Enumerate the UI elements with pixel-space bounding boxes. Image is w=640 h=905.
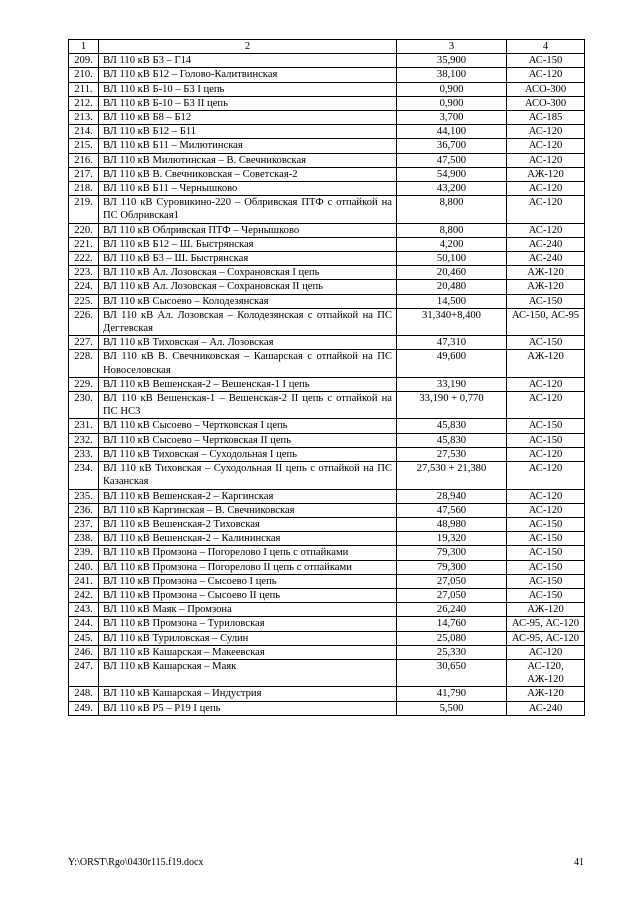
row-number: 224. [69, 280, 99, 294]
line-length: 0,900 [397, 82, 507, 96]
line-length: 28,940 [397, 489, 507, 503]
table-row [69, 447, 585, 461]
table-row [69, 392, 585, 419]
line-name: ВЛ 110 кВ В. Свечниковская – Советская-2 [99, 167, 397, 181]
row-number: 215. [69, 139, 99, 153]
wire-type: АС-120 [507, 503, 585, 517]
line-length: 14,500 [397, 294, 507, 308]
row-number: 217. [69, 167, 99, 181]
line-name: ВЛ 110 кВ Промзона – Погорелово II цепь с отпайками [99, 560, 397, 574]
table-row [69, 419, 585, 433]
line-name: ВЛ 110 кВ Кашарская – Индустрия [99, 687, 397, 701]
wire-type: АС-150 [507, 574, 585, 588]
line-name: ВЛ 110 кВ Тиховская – Ал. Лозовская [99, 336, 397, 350]
line-length: 45,830 [397, 433, 507, 447]
table-row [69, 111, 585, 125]
wire-type: АС-120 [507, 196, 585, 223]
wire-type: АС-120 [507, 377, 585, 391]
line-length: 30,650 [397, 659, 507, 686]
table-row [69, 308, 585, 335]
header-col-2: 2 [99, 40, 397, 54]
table-row [69, 701, 585, 715]
wire-type: АС-150 [507, 294, 585, 308]
table-row [69, 350, 585, 377]
table-body [69, 54, 585, 716]
line-name: ВЛ 110 кВ Ал. Лозовская – Колодезянская с отпайкой на ПС Дегтевская [99, 308, 397, 335]
line-length: 79,300 [397, 546, 507, 560]
table-row [69, 223, 585, 237]
line-length: 43,200 [397, 182, 507, 196]
wire-type: АС-95, АС-120 [507, 617, 585, 631]
line-name: ВЛ 110 кВ Вешенская-2 Тиховская [99, 517, 397, 531]
line-name: ВЛ 110 кВ Б-10 – Б3 I цепь [99, 82, 397, 96]
table-row [69, 617, 585, 631]
line-name: ВЛ 110 кВ Кашарская – Макеевская [99, 645, 397, 659]
lines-table [68, 39, 585, 716]
wire-type: АС-150 [507, 532, 585, 546]
header-col-3: 3 [397, 40, 507, 54]
line-length: 14,760 [397, 617, 507, 631]
table-row [69, 574, 585, 588]
line-length: 44,100 [397, 125, 507, 139]
row-number: 231. [69, 419, 99, 433]
line-name: ВЛ 110 кВ Сысоево – Колодезянская [99, 294, 397, 308]
wire-type: АС-150 [507, 336, 585, 350]
wire-type: АС-240 [507, 252, 585, 266]
wire-type: АС-120 [507, 139, 585, 153]
table-row [69, 517, 585, 531]
table-row [69, 645, 585, 659]
line-name: ВЛ 110 кВ Тиховская – Суходольная II цепь с отпайкой на ПС Казанская [99, 462, 397, 489]
row-number: 233. [69, 447, 99, 461]
line-length: 54,900 [397, 167, 507, 181]
row-number: 222. [69, 252, 99, 266]
line-name: ВЛ 110 кВ Б12 – Ш. Быстрянская [99, 237, 397, 251]
row-number: 218. [69, 182, 99, 196]
row-number: 246. [69, 645, 99, 659]
line-length: 27,050 [397, 574, 507, 588]
wire-type: АСО-300 [507, 82, 585, 96]
row-number: 220. [69, 223, 99, 237]
line-length: 25,080 [397, 631, 507, 645]
line-name: ВЛ 110 кВ Промзона – Сысоево II цепь [99, 588, 397, 602]
wire-type: АС-120, АЖ-120 [507, 659, 585, 686]
row-number: 236. [69, 503, 99, 517]
row-number: 210. [69, 68, 99, 82]
table-row [69, 153, 585, 167]
line-name: ВЛ 110 кВ Промзона – Сысоево I цепь [99, 574, 397, 588]
line-length: 47,500 [397, 153, 507, 167]
wire-type: АС-240 [507, 237, 585, 251]
line-name: ВЛ 110 кВ Промзона – Погорелово I цепь с отпайками [99, 546, 397, 560]
row-number: 227. [69, 336, 99, 350]
line-length: 19,320 [397, 532, 507, 546]
table-row [69, 489, 585, 503]
table-row [69, 54, 585, 68]
wire-type: АС-150 [507, 54, 585, 68]
line-length: 5,500 [397, 701, 507, 715]
table-row [69, 560, 585, 574]
row-number: 244. [69, 617, 99, 631]
table-row [69, 588, 585, 602]
table-row [69, 336, 585, 350]
line-length: 0,900 [397, 96, 507, 110]
row-number: 239. [69, 546, 99, 560]
table-row [69, 631, 585, 645]
wire-type: АС-150 [507, 560, 585, 574]
header-col-1: 1 [69, 40, 99, 54]
wire-type: АС-120 [507, 182, 585, 196]
wire-type: АЖ-120 [507, 687, 585, 701]
line-length: 38,100 [397, 68, 507, 82]
table-row [69, 82, 585, 96]
row-number: 211. [69, 82, 99, 96]
line-length: 8,800 [397, 223, 507, 237]
table-row [69, 280, 585, 294]
line-length: 79,300 [397, 560, 507, 574]
row-number: 240. [69, 560, 99, 574]
row-number: 228. [69, 350, 99, 377]
row-number: 213. [69, 111, 99, 125]
wire-type: АС-120 [507, 223, 585, 237]
wire-type: АЖ-120 [507, 350, 585, 377]
row-number: 234. [69, 462, 99, 489]
line-length: 20,480 [397, 280, 507, 294]
line-length: 31,340+8,400 [397, 308, 507, 335]
line-name: ВЛ 110 кВ Тиховская – Суходольная I цепь [99, 447, 397, 461]
row-number: 242. [69, 588, 99, 602]
row-number: 221. [69, 237, 99, 251]
row-number: 243. [69, 603, 99, 617]
line-name: ВЛ 110 кВ Вешенская-2 – Калининская [99, 532, 397, 546]
row-number: 230. [69, 392, 99, 419]
wire-type: АС-185 [507, 111, 585, 125]
line-name: ВЛ 110 кВ Б3 – Ш. Быстрянская [99, 252, 397, 266]
line-name: ВЛ 110 кВ Сысоево – Чертковская II цепь [99, 433, 397, 447]
table-row [69, 139, 585, 153]
table-row [69, 294, 585, 308]
line-name: ВЛ 110 кВ Б12 – Б11 [99, 125, 397, 139]
wire-type: АС-150 [507, 419, 585, 433]
wire-type: АС-150 [507, 433, 585, 447]
wire-type: АС-120 [507, 125, 585, 139]
row-number: 238. [69, 532, 99, 546]
line-name: ВЛ 110 кВ Вешенская-2 – Вешенская-1 I цепь [99, 377, 397, 391]
line-name: ВЛ 110 кВ Туриловская – Сулин [99, 631, 397, 645]
row-number: 249. [69, 701, 99, 715]
line-length: 48,980 [397, 517, 507, 531]
table-row [69, 462, 585, 489]
wire-type: АЖ-120 [507, 167, 585, 181]
line-length: 26,240 [397, 603, 507, 617]
table-row [69, 433, 585, 447]
wire-type: АС-150 [507, 517, 585, 531]
table-header-row [69, 40, 585, 54]
page-number: 41 [574, 857, 584, 868]
line-length: 27,050 [397, 588, 507, 602]
row-number: 219. [69, 196, 99, 223]
line-length: 47,310 [397, 336, 507, 350]
line-length: 35,900 [397, 54, 507, 68]
wire-type: АС-120 [507, 447, 585, 461]
wire-type: АС-150, АС-95 [507, 308, 585, 335]
table-row [69, 377, 585, 391]
line-name: ВЛ 110 кВ Промзона – Туриловская [99, 617, 397, 631]
row-number: 226. [69, 308, 99, 335]
wire-type: АЖ-120 [507, 280, 585, 294]
row-number: 229. [69, 377, 99, 391]
line-name: ВЛ 110 кВ Вешенская-1 – Вешенская-2 II цепь с отпайкой на ПС НС3 [99, 392, 397, 419]
line-length: 27,530 + 21,380 [397, 462, 507, 489]
line-length: 4,200 [397, 237, 507, 251]
table-row [69, 196, 585, 223]
wire-type: АС-95, АС-120 [507, 631, 585, 645]
table-row [69, 687, 585, 701]
table-row [69, 603, 585, 617]
table-row [69, 546, 585, 560]
line-name: ВЛ 110 кВ Вешенская-2 – Каргинская [99, 489, 397, 503]
table-row [69, 266, 585, 280]
line-name: ВЛ 110 кВ Б3 – Г14 [99, 54, 397, 68]
line-length: 25,330 [397, 645, 507, 659]
wire-type: АС-120 [507, 153, 585, 167]
line-name: ВЛ 110 кВ Милютинская – В. Свечниковская [99, 153, 397, 167]
row-number: 214. [69, 125, 99, 139]
row-number: 248. [69, 687, 99, 701]
wire-type: АЖ-120 [507, 266, 585, 280]
wire-type: АС-150 [507, 546, 585, 560]
line-length: 8,800 [397, 196, 507, 223]
header-col-4: 4 [507, 40, 585, 54]
line-name: ВЛ 110 кВ Маяк – Промзона [99, 603, 397, 617]
line-name: ВЛ 110 кВ Суровикино-220 – Облривская ПТФ с отпайкой на ПС Облривская1 [99, 196, 397, 223]
row-number: 225. [69, 294, 99, 308]
line-name: ВЛ 110 кВ Каргинская – В. Свечниковская [99, 503, 397, 517]
line-length: 33,190 [397, 377, 507, 391]
line-length: 20,460 [397, 266, 507, 280]
wire-type: АСО-300 [507, 96, 585, 110]
line-length: 3,700 [397, 111, 507, 125]
line-length: 47,560 [397, 503, 507, 517]
row-number: 212. [69, 96, 99, 110]
wire-type: АС-120 [507, 645, 585, 659]
row-number: 235. [69, 489, 99, 503]
table-row [69, 252, 585, 266]
table-row [69, 96, 585, 110]
line-name: ВЛ 110 кВ В. Свечниковская – Кашарская с отпайкой на ПС Новоселовская [99, 350, 397, 377]
row-number: 237. [69, 517, 99, 531]
row-number: 247. [69, 659, 99, 686]
table-row [69, 237, 585, 251]
line-name: ВЛ 110 кВ Кашарская – Маяк [99, 659, 397, 686]
row-number: 241. [69, 574, 99, 588]
line-length: 27,530 [397, 447, 507, 461]
row-number: 209. [69, 54, 99, 68]
wire-type: АЖ-120 [507, 603, 585, 617]
wire-type: АС-240 [507, 701, 585, 715]
line-name: ВЛ 110 кВ Б11 – Милютинская [99, 139, 397, 153]
wire-type: АС-120 [507, 68, 585, 82]
line-length: 33,190 + 0,770 [397, 392, 507, 419]
line-name: ВЛ 110 кВ Б8 – Б12 [99, 111, 397, 125]
row-number: 216. [69, 153, 99, 167]
table-row [69, 125, 585, 139]
line-name: ВЛ 110 кВ Б-10 – Б3 II цепь [99, 96, 397, 110]
table-row [69, 532, 585, 546]
line-length: 49,600 [397, 350, 507, 377]
wire-type: АС-150 [507, 588, 585, 602]
line-name: ВЛ 110 кВ Ал. Лозовская – Сохрановская I цепь [99, 266, 397, 280]
line-length: 36,700 [397, 139, 507, 153]
line-name: ВЛ 110 кВ Р5 – Р19 I цепь [99, 701, 397, 715]
line-length: 41,790 [397, 687, 507, 701]
table-row [69, 503, 585, 517]
row-number: 245. [69, 631, 99, 645]
row-number: 232. [69, 433, 99, 447]
table-row [69, 659, 585, 686]
wire-type: АС-120 [507, 462, 585, 489]
table-row [69, 68, 585, 82]
line-name: ВЛ 110 кВ Сысоево – Чертковская I цепь [99, 419, 397, 433]
line-length: 45,830 [397, 419, 507, 433]
table-row [69, 167, 585, 181]
line-name: ВЛ 110 кВ Ал. Лозовская – Сохрановская II цепь [99, 280, 397, 294]
line-name: ВЛ 110 кВ Б12 – Голово-Калитвинская [99, 68, 397, 82]
wire-type: АС-120 [507, 489, 585, 503]
row-number: 223. [69, 266, 99, 280]
line-name: ВЛ 110 кВ Облривская ПТФ – Чернышково [99, 223, 397, 237]
line-name: ВЛ 110 кВ Б11 – Чернышково [99, 182, 397, 196]
wire-type: АС-120 [507, 392, 585, 419]
footer-file-path: Y:\ORST\Rgo\0430r115.f19.docx [68, 857, 204, 868]
line-length: 50,100 [397, 252, 507, 266]
table-row [69, 182, 585, 196]
